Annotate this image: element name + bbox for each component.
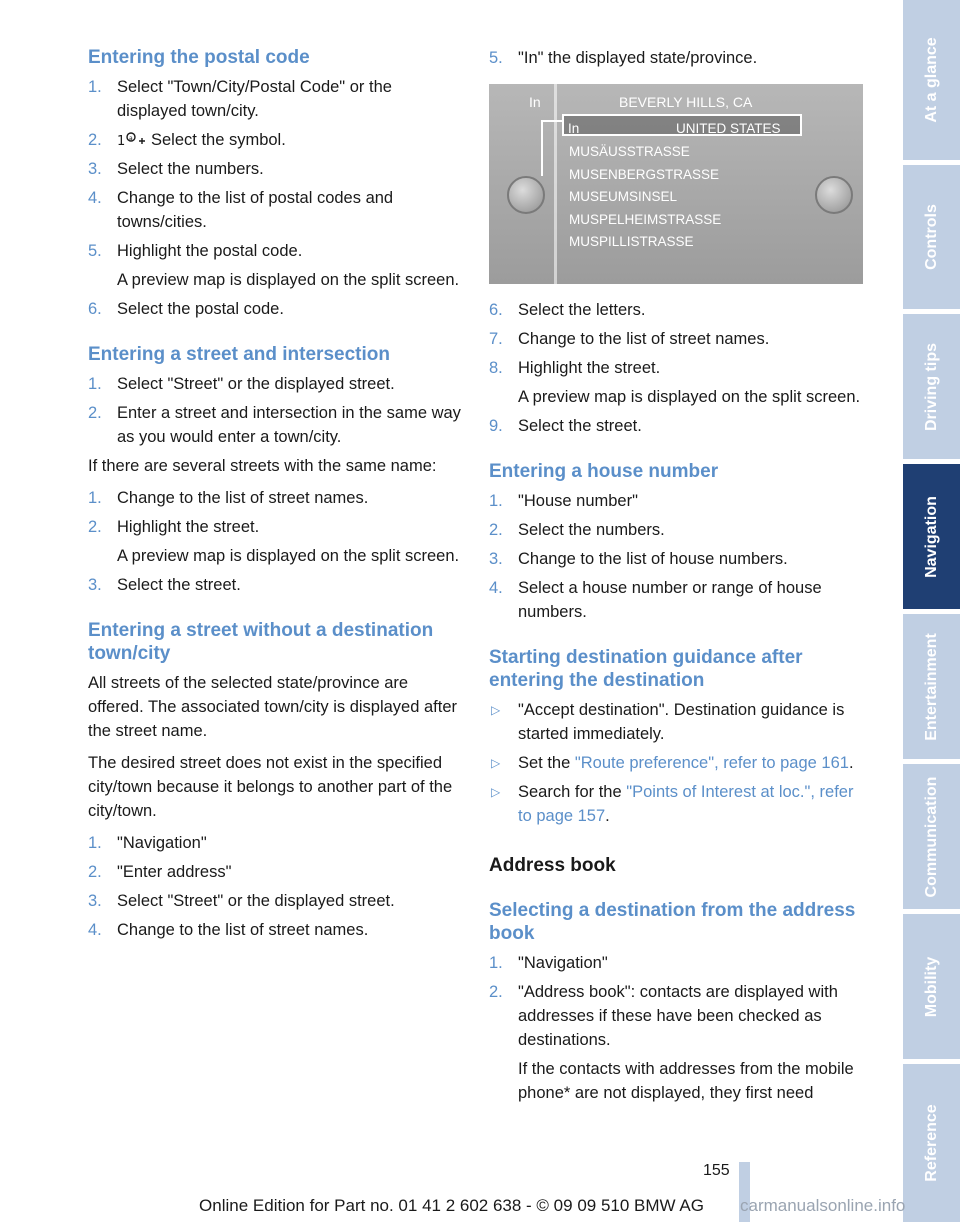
bullet-text: Search for the: [518, 783, 627, 801]
speller-symbol-icon: [117, 130, 147, 148]
step-text: Select the street.: [117, 576, 241, 594]
screen-list-item: MUSENBERGSTRASSE: [569, 166, 720, 182]
tab-label: Communication: [922, 776, 940, 897]
step-number: 2.: [88, 518, 102, 536]
screen-hl-label: In: [568, 121, 580, 136]
step-text: Select "Town/City/Postal Code" or the displayed town/city.: [117, 78, 392, 120]
list-item: [489, 547, 863, 571]
step-text: Change to the list of street names.: [117, 489, 369, 507]
step-text: Change to the list of postal codes and towns/cities.: [117, 189, 394, 231]
bullet-text: "Accept destination". Destination guidance is started immediately.: [518, 701, 845, 743]
tab-label: Mobility: [922, 956, 940, 1017]
step-number: 1.: [88, 375, 102, 393]
points-of-interest-link[interactable]: "Points of Interest at loc.", refer to page 157: [518, 783, 854, 825]
heading-address-book: Address book: [489, 855, 616, 876]
tab-mobility[interactable]: [903, 914, 960, 1059]
tab-navigation[interactable]: [903, 464, 960, 609]
list-item: [88, 573, 463, 597]
route-preference-link[interactable]: "Route preference", refer to page 161: [574, 754, 849, 772]
step-number: 2.: [489, 521, 503, 539]
controller-knob-right: [815, 176, 853, 214]
screen-top-value: BEVERLY HILLS, CA: [619, 94, 753, 110]
footer-edition-text: Online Edition for Part no. 01 41 2 602 638 - © 09 09 510 BMW AG: [199, 1196, 704, 1215]
screen-top-line: [529, 90, 753, 114]
left-column: [88, 40, 463, 947]
tab-label: Navigation: [922, 495, 940, 578]
list-item: [88, 186, 463, 234]
list-item: [88, 860, 463, 884]
list-item: [489, 698, 863, 746]
list-item: [489, 951, 863, 975]
step-text: Select the postal code.: [117, 300, 284, 318]
step-text: Select "Street" or the displayed street.: [117, 892, 395, 910]
step-text: "In" the displayed state/province.: [518, 49, 758, 67]
paragraph: If there are several streets with the same name:: [88, 457, 437, 475]
list-item: [88, 486, 463, 510]
idrive-screen-figure: [489, 84, 863, 284]
list-item: [88, 515, 463, 568]
step-number: 1.: [489, 954, 503, 972]
step-number: 3.: [88, 160, 102, 178]
bullet-text: .: [848, 754, 854, 772]
screen-list-item: MUSÄUSSTRASSE: [569, 144, 690, 159]
bullet-triangle-icon: ▷: [491, 756, 501, 770]
tab-label: Controls: [922, 204, 940, 270]
step-text: Select the letters.: [518, 301, 646, 319]
list-item: [489, 980, 863, 1105]
step-number: 2.: [88, 404, 102, 422]
step-text: Select the symbol.: [151, 131, 286, 149]
paragraph: All streets of the selected state/province are offered. The associated town/city is displayed after the street name.: [88, 674, 458, 740]
list-item: [88, 372, 463, 396]
step-number: 1.: [88, 78, 102, 96]
tab-label: Reference: [922, 1104, 940, 1182]
step-number: 4.: [88, 189, 102, 207]
step-text: Select the numbers.: [117, 160, 264, 178]
tab-label: Entertainment: [922, 632, 940, 741]
heading-street-intersection: Entering a street and intersection: [88, 344, 390, 365]
list-item: [88, 128, 463, 152]
step-text: "House number": [518, 492, 638, 510]
list-item: [489, 518, 863, 542]
screen-hl-value: UNITED STATES: [676, 121, 781, 136]
list-item: [489, 414, 863, 438]
step-number: 8.: [489, 359, 503, 377]
list-item: [88, 75, 463, 123]
tab-label: Driving tips: [922, 342, 940, 431]
step-number: 6.: [489, 301, 503, 319]
tab-label: At a glance: [922, 37, 940, 123]
pointer-line: [541, 120, 543, 176]
screen-list-item: MUSPELHEIMSTRASSE: [569, 211, 722, 227]
tab-reference[interactable]: [903, 1064, 960, 1222]
screen-list-item: MUSEUMSINSEL: [569, 189, 678, 204]
step-number: 3.: [88, 576, 102, 594]
step-number: 4.: [88, 921, 102, 939]
list-item: [489, 298, 863, 322]
step-text: "Address book": contacts are displayed with addresses if these have been checked as destinations.: [518, 983, 838, 1049]
step-number: 3.: [88, 892, 102, 910]
step-text: "Navigation": [518, 954, 608, 972]
chapter-tabs: [903, 0, 960, 1222]
step-text: Select the street.: [518, 417, 642, 435]
page-number: 155: [703, 1162, 730, 1179]
screen-list-item: MUSPILLISTRASSE: [569, 234, 694, 249]
list-item: [88, 157, 463, 181]
screen-highlighted-row: [562, 114, 802, 136]
step-text: Change to the list of house numbers.: [518, 550, 788, 568]
list-item: [88, 297, 463, 321]
step-text: Enter a street and intersection in the same way as you would enter a town/city.: [117, 404, 461, 446]
tab-communication[interactable]: [903, 764, 960, 909]
step-text: "Navigation": [117, 834, 207, 852]
tab-at-a-glance[interactable]: [903, 0, 960, 160]
heading-start-guidance: Starting destination guidance after entering the destination: [489, 647, 803, 691]
step-number: 1.: [88, 489, 102, 507]
list-item: [88, 918, 463, 942]
step-number: 3.: [489, 550, 503, 568]
step-number: 2.: [88, 131, 102, 149]
step-number: 5.: [489, 49, 503, 67]
list-item: [88, 239, 463, 292]
step-text: Change to the list of street names.: [117, 921, 369, 939]
list-item: [489, 46, 863, 70]
step-subtext: If the contacts with addresses from the mobile phone* are not displayed, they first need: [518, 1060, 854, 1102]
tab-controls[interactable]: [903, 165, 960, 309]
screen-top-label: In: [529, 94, 541, 110]
bullet-triangle-icon: ▷: [491, 785, 501, 799]
list-item: [489, 489, 863, 513]
svg-text:1: 1: [117, 134, 126, 148]
step-text: Select "Street" or the displayed street.: [117, 375, 395, 393]
heading-select-from-address-book: Selecting a destination from the address book: [489, 900, 856, 944]
list-item: [489, 356, 863, 409]
paragraph: The desired street does not exist in the specified city/town because it belongs to another part of the city/town.: [88, 754, 453, 820]
list-item: [489, 780, 863, 828]
heading-street-without-destination: Entering a street without a destination town/city: [88, 620, 434, 664]
step-number: 6.: [88, 300, 102, 318]
svg-text:a: a: [129, 135, 133, 142]
step-number: 1.: [88, 834, 102, 852]
tab-driving-tips[interactable]: [903, 314, 960, 459]
tab-entertainment[interactable]: [903, 614, 960, 759]
list-item: [88, 401, 463, 449]
heading-house-number: Entering a house number: [489, 461, 719, 482]
step-text: Highlight the street.: [518, 359, 661, 377]
pointer-line: [541, 120, 563, 122]
step-text: Highlight the postal code.: [117, 242, 303, 260]
step-text: Highlight the street.: [117, 518, 260, 536]
list-item: [88, 831, 463, 855]
controller-knob-left: [507, 176, 545, 214]
bullet-text: Set the: [518, 754, 575, 772]
bullet-text: .: [605, 807, 610, 825]
list-item: [489, 327, 863, 351]
step-number: 7.: [489, 330, 503, 348]
step-text: Select a house number or range of house numbers.: [518, 579, 822, 621]
watermark: carmanualsonline.info: [740, 1196, 906, 1215]
step-subtext: A preview map is displayed on the split screen.: [117, 271, 460, 289]
heading-postal-code: Entering the postal code: [88, 47, 310, 68]
list-item: [88, 889, 463, 913]
step-subtext: A preview map is displayed on the split screen.: [518, 388, 861, 406]
list-item: [489, 751, 863, 775]
step-number: 5.: [88, 242, 102, 260]
step-number: 4.: [489, 579, 503, 597]
step-number: 1.: [489, 492, 503, 510]
step-text: "Enter address": [117, 863, 232, 881]
step-number: 2.: [88, 863, 102, 881]
step-number: 2.: [489, 983, 503, 1001]
step-text: Select the numbers.: [518, 521, 665, 539]
screen-street-list: [569, 141, 721, 254]
right-column: [489, 40, 863, 1110]
step-text: Change to the list of street names.: [518, 330, 770, 348]
step-subtext: A preview map is displayed on the split screen.: [117, 547, 460, 565]
bullet-triangle-icon: ▷: [491, 703, 501, 717]
step-number: 9.: [489, 417, 503, 435]
list-item: [489, 576, 863, 624]
